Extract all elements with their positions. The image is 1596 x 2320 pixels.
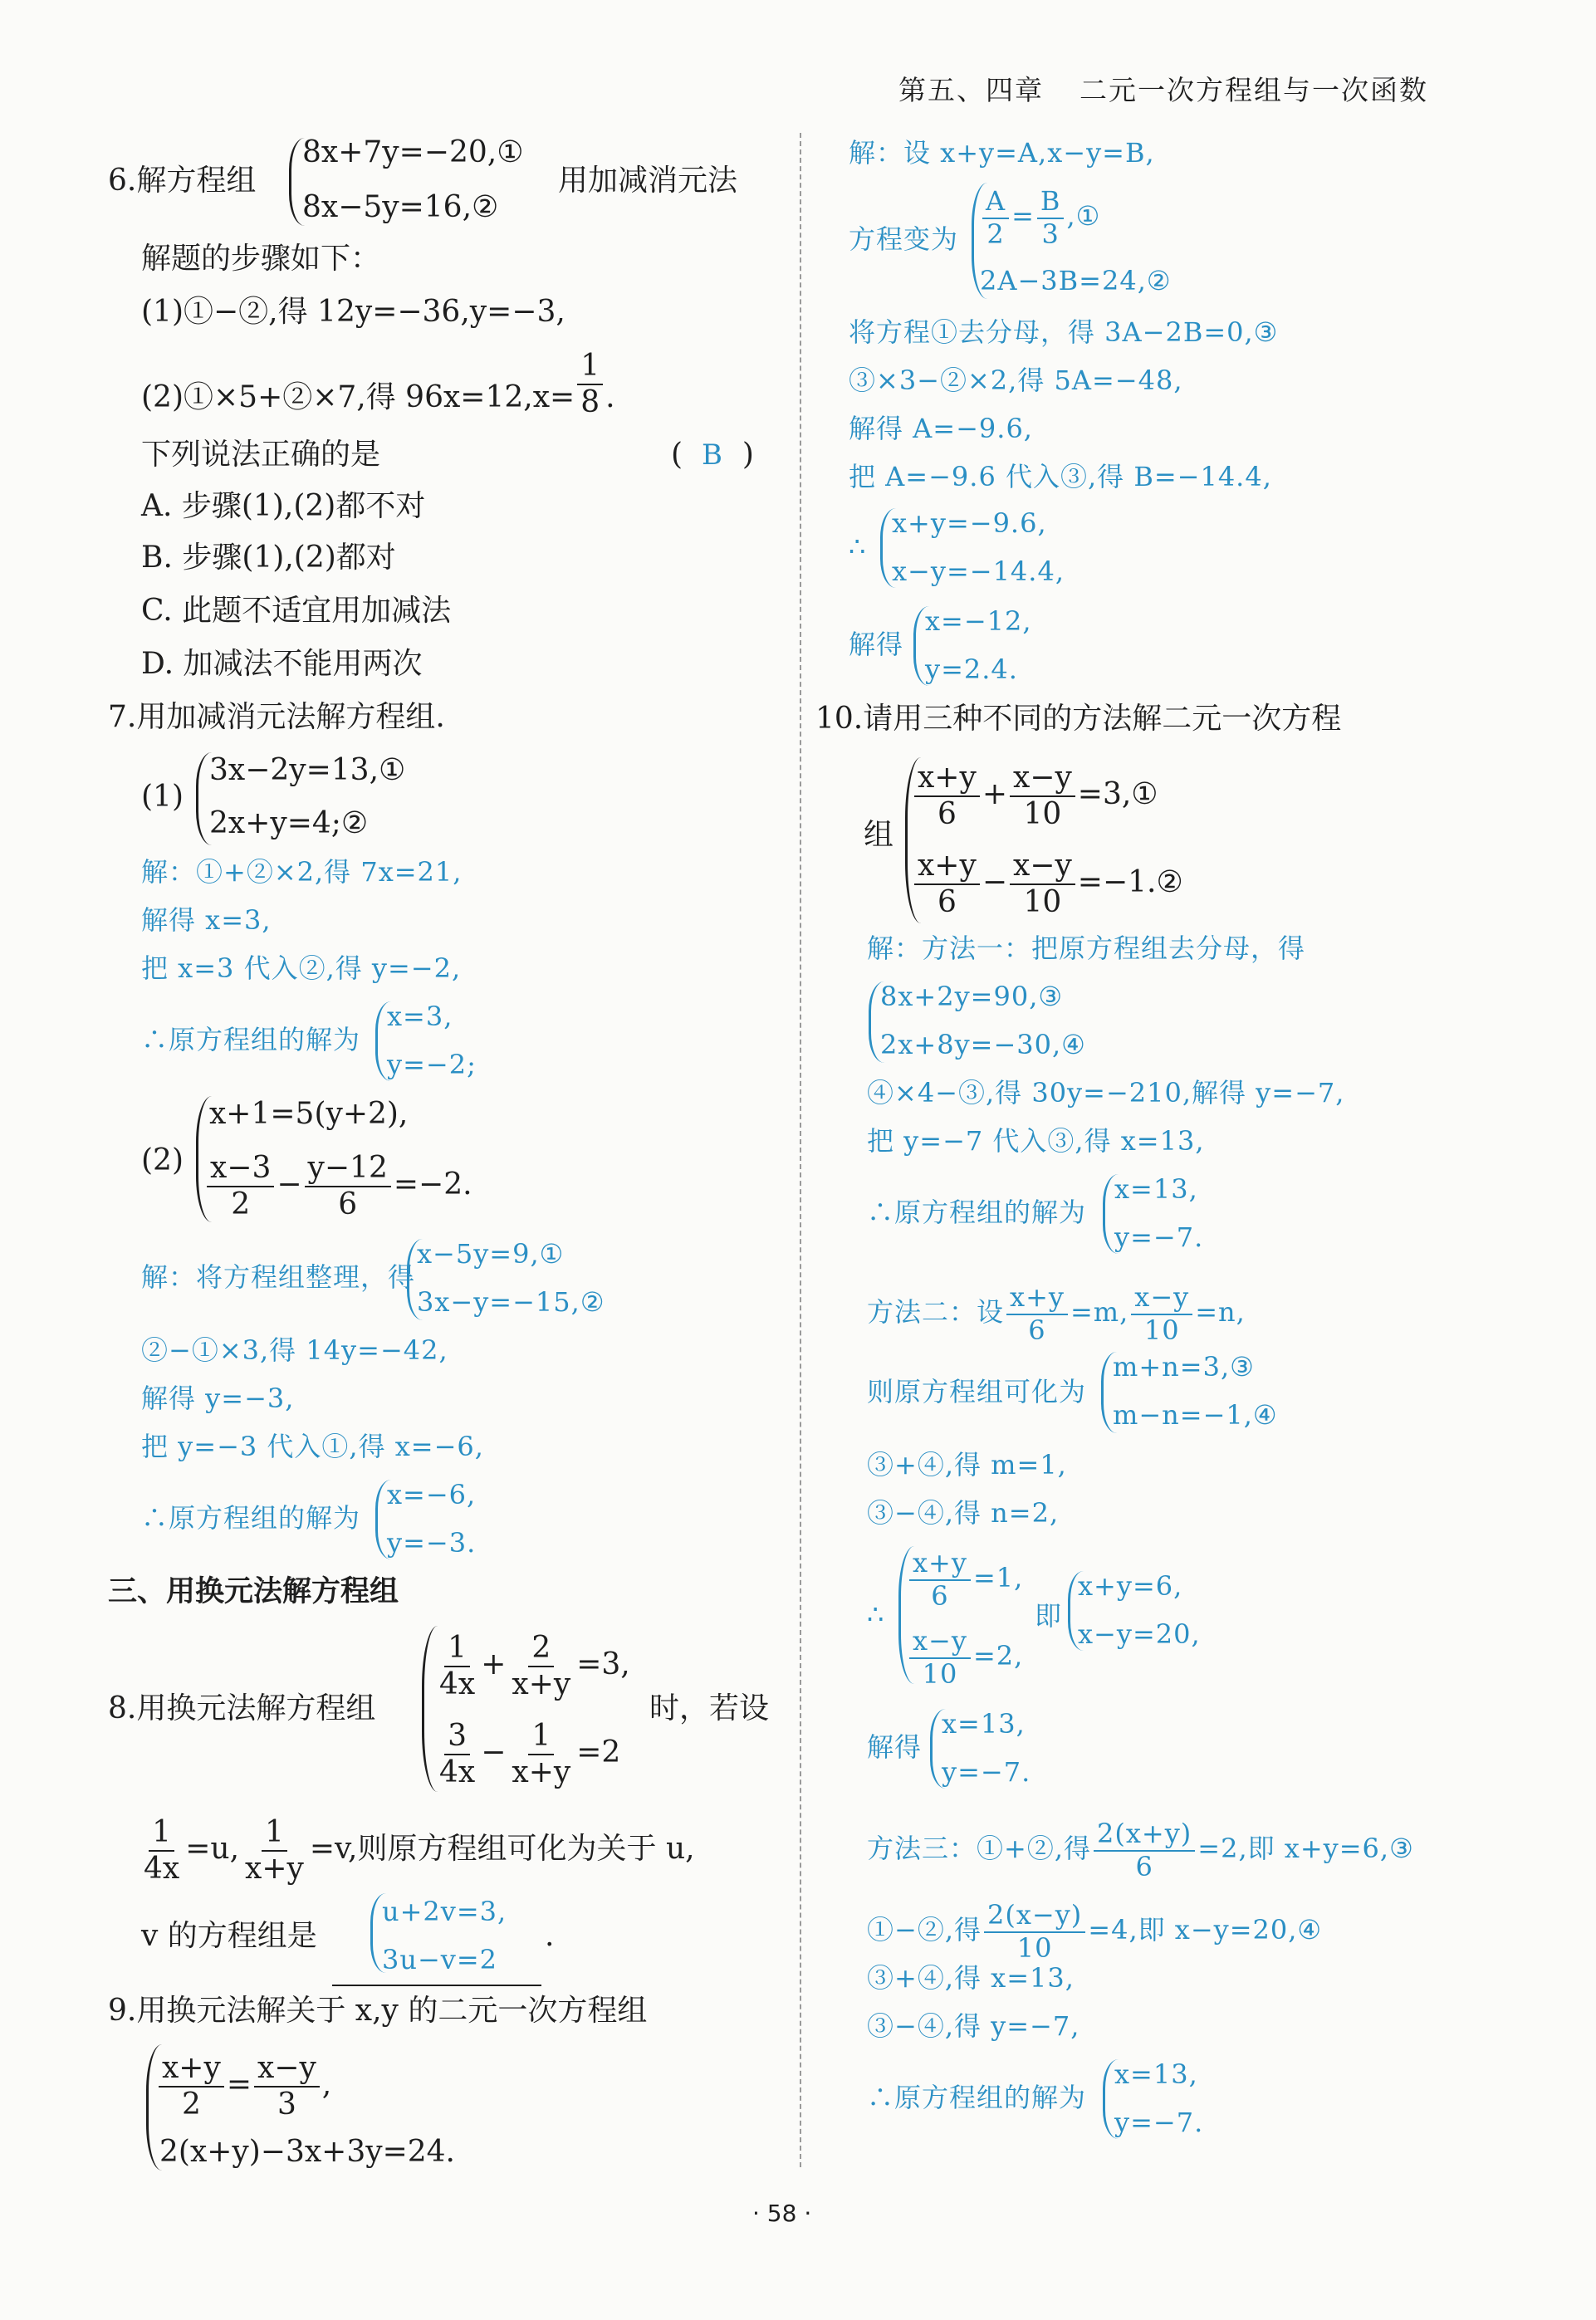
q9-eq2: 2(x+y)−3x+3y=24. xyxy=(159,2135,455,2169)
q8-l2-frac1-num: 1 xyxy=(149,1817,174,1852)
q7-p2-rhs: =−2. xyxy=(393,1167,472,1202)
q8-eq1-frac1-num: 1 xyxy=(444,1632,470,1667)
q8-l2-frac2 xyxy=(242,1817,307,1885)
q7-p2-frac2 xyxy=(305,1153,391,1221)
q10-eq2-frac1 xyxy=(914,850,980,918)
q9-sol-frac2 xyxy=(1037,185,1065,250)
q10-eq2-minus: − xyxy=(982,864,1007,899)
q10-eq2-frac2-den: 10 xyxy=(1023,884,1062,919)
q10-eq1-frac1 xyxy=(914,762,980,830)
chapter-label: 第五、四章 xyxy=(898,74,1044,106)
q7-sol1-line4: ∴原方程组的解为 xyxy=(141,1024,361,1055)
q7-p2-label: (2) xyxy=(141,1143,184,1177)
q10-eq1-frac1-den: 6 xyxy=(937,796,957,831)
q10-m3-frac2-num: 2(x−y) xyxy=(984,1902,1085,1933)
q7-sol1-eq2: y=−2; xyxy=(387,1049,477,1080)
q10-m2-therefore-eq2 xyxy=(907,1627,1023,1688)
q6-step2-num: 1 xyxy=(577,350,603,385)
q10-eq1-plus: + xyxy=(982,776,1007,811)
q9-sol-therefore-eq2: x−y=−14.4, xyxy=(892,556,1065,587)
q8-eq2-frac1-den: 4x xyxy=(439,1755,476,1789)
q7-p2-frac2-num: y−12 xyxy=(305,1153,391,1187)
q7-p2-frac1-num: x−3 xyxy=(207,1153,274,1187)
q9-sol-frac1-num: A xyxy=(982,188,1009,219)
q10-m3-frac2 xyxy=(984,1899,1085,1964)
q9-sol-eq2: 2A−3B=24,② xyxy=(980,265,1172,296)
q10-m2-result-eq1: x=13, xyxy=(942,1708,1026,1740)
q10-m2-ji-eq1: x+y=6, xyxy=(1078,1570,1183,1602)
q6-option-b: B. 步骤(1),(2)都对 xyxy=(141,541,396,575)
q8-eq2-rhs: =2 xyxy=(576,1735,621,1769)
q6-suffix: 用加减消元法 xyxy=(558,164,738,198)
q6-step2-fraction xyxy=(577,350,603,418)
q7-p2-eq1: x+1=5(y+2), xyxy=(209,1097,409,1131)
q10-title: 10.请用三种不同的方法解二元一次方程 xyxy=(815,702,1342,736)
q10-m2-s5-frac2 xyxy=(909,1627,971,1688)
q10-m2-eqm: =m, xyxy=(1070,1296,1129,1329)
q10-m1-line3: 把 y=−7 代入③,得 x=13, xyxy=(867,1125,1205,1157)
q8-eq2 xyxy=(433,1720,620,1789)
q10-eq1-frac2-num: x−y xyxy=(1010,762,1075,797)
q9-eq1-frac1-den: 2 xyxy=(181,2087,201,2122)
q7-sol2-line2: ②−①×3,得 14y=−42, xyxy=(141,1334,448,1366)
q8-l2-frac1-den: 4x xyxy=(144,1851,180,1886)
q8-eq1-frac1-den: 4x xyxy=(439,1667,476,1701)
q8-eq2-frac1-num: 3 xyxy=(444,1720,470,1755)
q8-eq2-frac2-num: 1 xyxy=(528,1720,554,1755)
q8-eq2-minus: − xyxy=(481,1735,507,1769)
q10-m2-eq1: m+n=3,③ xyxy=(1113,1351,1255,1383)
column-divider xyxy=(800,133,801,2167)
q8-eq1-frac2 xyxy=(508,1632,574,1701)
q9-eq1-eq: = xyxy=(226,2067,252,2102)
q10-m2-line1 xyxy=(867,1281,1246,1346)
q10-m3-line1 xyxy=(867,1820,1414,1881)
q8-l2-text: =v,则原方程组可化为关于 u, xyxy=(309,1831,695,1866)
q10-m2-s5-r1: =1, xyxy=(972,1562,1024,1594)
q8-eq1-frac2-den: x+y xyxy=(512,1667,571,1701)
q6-eq1: 8x+7y=−20,① xyxy=(302,135,524,169)
q10-m2-eqn: =n, xyxy=(1195,1296,1246,1329)
q9-sol-frac1-den: 2 xyxy=(986,218,1005,250)
q8-eq1 xyxy=(433,1632,630,1701)
q10-m1-eq1: 8x+2y=90,③ xyxy=(880,981,1064,1012)
q9-sol-line1: 解：设 x+y=A,x−y=B, xyxy=(849,137,1155,169)
q6-eq2: 8x−5y=16,② xyxy=(302,190,499,224)
q10-m2-pre: 方法二：设 xyxy=(867,1296,1005,1329)
q8-eq2-frac2-den: x+y xyxy=(512,1755,571,1789)
q8-answer-eq2: 3u−v=2 xyxy=(382,1944,498,1975)
q6-answer: B xyxy=(701,438,723,472)
q9-sol-frac2-den: 3 xyxy=(1041,218,1060,250)
q6-option-a: A. 步骤(1),(2)都不对 xyxy=(141,489,426,523)
q10-m2-ji: 即 xyxy=(1035,1600,1063,1632)
q7-p2-eq2 xyxy=(204,1153,472,1221)
q10-eq2 xyxy=(912,850,1183,918)
q10-m3-frac2-den: 10 xyxy=(1016,1931,1053,1964)
q10-m3-l2-post: =4,即 x−y=20,④ xyxy=(1088,1914,1323,1946)
q7-sol2-result-eq1: x=−6, xyxy=(387,1479,477,1510)
q10-eq2-rhs: =−1.② xyxy=(1077,864,1183,899)
q10-m2-s5-frac1 xyxy=(909,1549,971,1610)
q7-title: 7.用加减消元法解方程组. xyxy=(108,700,445,734)
q10-eq1-rhs: =3,① xyxy=(1077,776,1158,811)
q6-step2-den: 8 xyxy=(580,384,600,419)
q9-sol-frac2-num: B xyxy=(1037,188,1065,219)
q8-eq1-rhs: =3, xyxy=(576,1647,630,1681)
q10-eq1-frac2-den: 10 xyxy=(1023,796,1062,831)
q10-m3-l2-pre: ①−②,得 xyxy=(867,1914,982,1946)
q9-sol-line6: 把 A=−9.6 代入③,得 B=−14.4, xyxy=(849,461,1272,492)
q10-m2-frac1-num: x+y xyxy=(1006,1284,1068,1315)
q7-sol2-eq1: x−5y=9,① xyxy=(417,1238,565,1270)
q8-answer-eq1: u+2v=3, xyxy=(382,1896,507,1927)
q8-l2-frac2-num: 1 xyxy=(262,1817,287,1852)
q9-eq1-frac2-num: x−y xyxy=(254,2053,320,2088)
q10-m2-therefore: ∴ xyxy=(867,1598,885,1630)
q8-line3-pre: v 的方程组是 xyxy=(141,1919,317,1953)
q10-m2-s5-r2: =2, xyxy=(972,1640,1024,1672)
q9-sol-therefore: ∴ xyxy=(849,531,867,562)
q10-m2-ji-eq2: x−y=20, xyxy=(1078,1618,1201,1650)
q9-sol-result-eq2: y=2.4. xyxy=(925,653,1018,685)
q8-answer-blank xyxy=(332,1985,541,1986)
q9-sol-therefore-eq1: x+y=−9.6, xyxy=(892,507,1047,539)
q9-sol-line2: 方程变为 xyxy=(849,223,959,255)
q8-l2-equ: =u, xyxy=(185,1831,240,1866)
q7-sol2-line3: 解得 y=−3, xyxy=(141,1383,295,1414)
q10-m2-frac2 xyxy=(1131,1281,1192,1346)
q10-eq2-frac1-num: x+y xyxy=(914,850,980,885)
q8-suffix: 时，若设 xyxy=(649,1691,770,1725)
q7-p1-eq2: 2x+y=4;② xyxy=(209,806,369,840)
q10-m1-line4: ∴原方程组的解为 xyxy=(867,1197,1087,1228)
q8-eq1-frac1 xyxy=(436,1632,478,1701)
q10-eq1-frac2 xyxy=(1010,762,1075,830)
q6-step2-text: (2)①×5+②×7,得 96x=12,x= xyxy=(141,379,575,414)
q10-m1-line2: ④×4−③,得 30y=−210,解得 y=−7, xyxy=(867,1077,1345,1109)
q10-m2-result-label: 解得 xyxy=(867,1731,923,1763)
q8-prefix: 8.用换元法解方程组 xyxy=(108,1691,376,1725)
q6-step2-post: . xyxy=(605,379,615,414)
q10-m2-frac2-den: 10 xyxy=(1143,1314,1180,1346)
q6-step2 xyxy=(141,349,615,433)
q7-sol2-line5: ∴原方程组的解为 xyxy=(141,1502,361,1534)
q7-p1-eq1: 3x−2y=13,① xyxy=(209,753,406,787)
q9-eq1-frac1-num: x+y xyxy=(159,2053,224,2088)
q10-m3-line2 xyxy=(867,1899,1323,1964)
q9-sol-result-eq1: x=−12, xyxy=(925,605,1032,637)
q10-m3-result-eq1: x=13, xyxy=(1114,2058,1198,2090)
q8-l2-frac2-den: x+y xyxy=(245,1851,304,1886)
q8-line2 xyxy=(138,1817,695,1885)
q10-eq2-frac2 xyxy=(1010,850,1075,918)
chapter-title: 二元一次方程组与一次函数 xyxy=(1080,74,1428,106)
page-number: · 58 · xyxy=(752,2200,812,2227)
q6-step1: (1)①−②,得 12y=−36,y=−3, xyxy=(141,295,565,329)
q9-sol-line4: ③×3−②×2,得 5A=−48, xyxy=(849,365,1183,396)
q10-m3-result-eq2: y=−7. xyxy=(1114,2107,1204,2138)
q9-sol-line5: 解得 A=−9.6, xyxy=(849,413,1033,444)
q10-m2-s5-frac2-den: 10 xyxy=(922,1657,958,1690)
q10-m2-line2: 则原方程组可化为 xyxy=(867,1376,1087,1407)
q9-sol-line3: 将方程①去分母，得 3A−2B=0,③ xyxy=(849,316,1279,348)
q7-sol1-line2: 解得 x=3, xyxy=(141,904,272,936)
q10-m2-therefore-eq1 xyxy=(907,1549,1023,1610)
q10-eq1 xyxy=(912,762,1158,830)
q10-eq1-frac1-num: x+y xyxy=(914,762,980,797)
q7-sol2-line1: 解：将方程组整理，得 xyxy=(141,1261,416,1293)
q7-p2-frac1 xyxy=(207,1153,274,1221)
q9-eq1-frac1 xyxy=(159,2053,224,2121)
q10-m1-result-eq1: x=13, xyxy=(1114,1173,1198,1205)
q9-eq1-frac2 xyxy=(254,2053,320,2121)
q7-sol1-line3: 把 x=3 代入②,得 y=−2, xyxy=(141,952,462,984)
q10-m2-s5-frac2-num: x−y xyxy=(909,1627,971,1659)
q9-sol-tail: ,① xyxy=(1066,200,1101,232)
q10-m1-eq2: 2x+8y=−30,④ xyxy=(880,1029,1086,1060)
q10-m3-post: =2,即 x+y=6,③ xyxy=(1197,1833,1414,1865)
q9-eq1-frac2-den: 3 xyxy=(277,2087,296,2122)
q9-sol-frac1 xyxy=(982,185,1009,250)
q7-p2-minus: − xyxy=(277,1167,302,1202)
q7-sol1-eq1: x=3, xyxy=(387,1001,453,1032)
q10-m2-frac2-num: x−y xyxy=(1131,1284,1192,1315)
q9-sol-result-label: 解得 xyxy=(849,629,904,660)
q7-p2-frac1-den: 2 xyxy=(231,1187,251,1221)
q6-option-c: C. 此题不适宜用加减法 xyxy=(141,594,452,628)
q10-m3-line3: ③+④,得 x=13, xyxy=(867,1962,1075,1994)
q6-line2: 解题的步骤如下： xyxy=(141,242,381,276)
q8-l2-frac1 xyxy=(140,1817,183,1885)
q7-sol2-line4: 把 y=−3 代入①,得 x=−6, xyxy=(141,1431,484,1462)
q10-m3-line4: ③−④,得 y=−7, xyxy=(867,2010,1080,2042)
q10-m2-frac1 xyxy=(1006,1281,1068,1346)
q10-m3-frac1-num: 2(x+y) xyxy=(1094,1820,1195,1852)
q9-title: 9.用换元法解关于 x,y 的二元一次方程组 xyxy=(108,1994,648,2028)
q10-m3-frac1 xyxy=(1094,1820,1195,1881)
q10-m2-s5-frac1-den: 6 xyxy=(931,1579,949,1612)
q8-eq2-frac1 xyxy=(436,1720,478,1789)
q8-line3-post: . xyxy=(545,1919,555,1953)
q10-m1-line1: 解：方法一：把原方程组去分母，得 xyxy=(867,932,1306,964)
q7-sol2-result-eq2: y=−3. xyxy=(387,1527,477,1559)
q10-m2-line3: ③+④,得 m=1, xyxy=(867,1449,1067,1481)
q8-eq1-frac2-num: 2 xyxy=(528,1632,554,1667)
section-3-heading: 三、用换元法解方程组 xyxy=(108,1575,399,1608)
q7-sol1-line1: 解：①+②×2,得 7x=21, xyxy=(141,856,463,888)
q7-p1-label: (1) xyxy=(141,780,184,814)
q9-eq1-comma: , xyxy=(321,2067,332,2102)
q6-prefix: 6.解方程组 xyxy=(108,164,257,198)
q9-eq1 xyxy=(156,2053,331,2121)
q9-sol-eq: = xyxy=(1011,200,1035,232)
q10-m3-pre: 方法三：①+②,得 xyxy=(867,1833,1091,1865)
q10-zu: 组 xyxy=(864,818,894,852)
q10-m2-frac1-den: 6 xyxy=(1028,1314,1046,1346)
q6-option-d: D. 加减法不能用两次 xyxy=(141,647,423,681)
q10-m1-result-eq2: y=−7. xyxy=(1114,1221,1204,1253)
q6-prompt: 下列说法正确的是 xyxy=(141,438,381,472)
q10-eq2-frac2-num: x−y xyxy=(1010,850,1075,885)
q8-eq1-plus: + xyxy=(481,1647,507,1681)
q9-sol-eq1 xyxy=(980,185,1101,250)
q7-p2-frac2-den: 6 xyxy=(338,1187,358,1221)
q10-m3-frac1-den: 6 xyxy=(1135,1850,1153,1882)
q7-sol2-eq2: 3x−y=−15,② xyxy=(417,1286,605,1318)
q10-m2-s5-frac1-num: x+y xyxy=(909,1549,971,1581)
q6-answer-paren: ( B ) xyxy=(671,438,754,472)
q8-eq2-frac2 xyxy=(508,1720,574,1789)
q10-m3-line5: ∴原方程组的解为 xyxy=(867,2082,1087,2113)
q10-m2-eq2: m−n=−1,④ xyxy=(1113,1399,1278,1431)
q10-m2-result-eq2: y=−7. xyxy=(942,1756,1031,1788)
q10-eq2-frac1-den: 6 xyxy=(937,884,957,919)
q10-m2-line4: ③−④,得 n=2, xyxy=(867,1497,1060,1529)
